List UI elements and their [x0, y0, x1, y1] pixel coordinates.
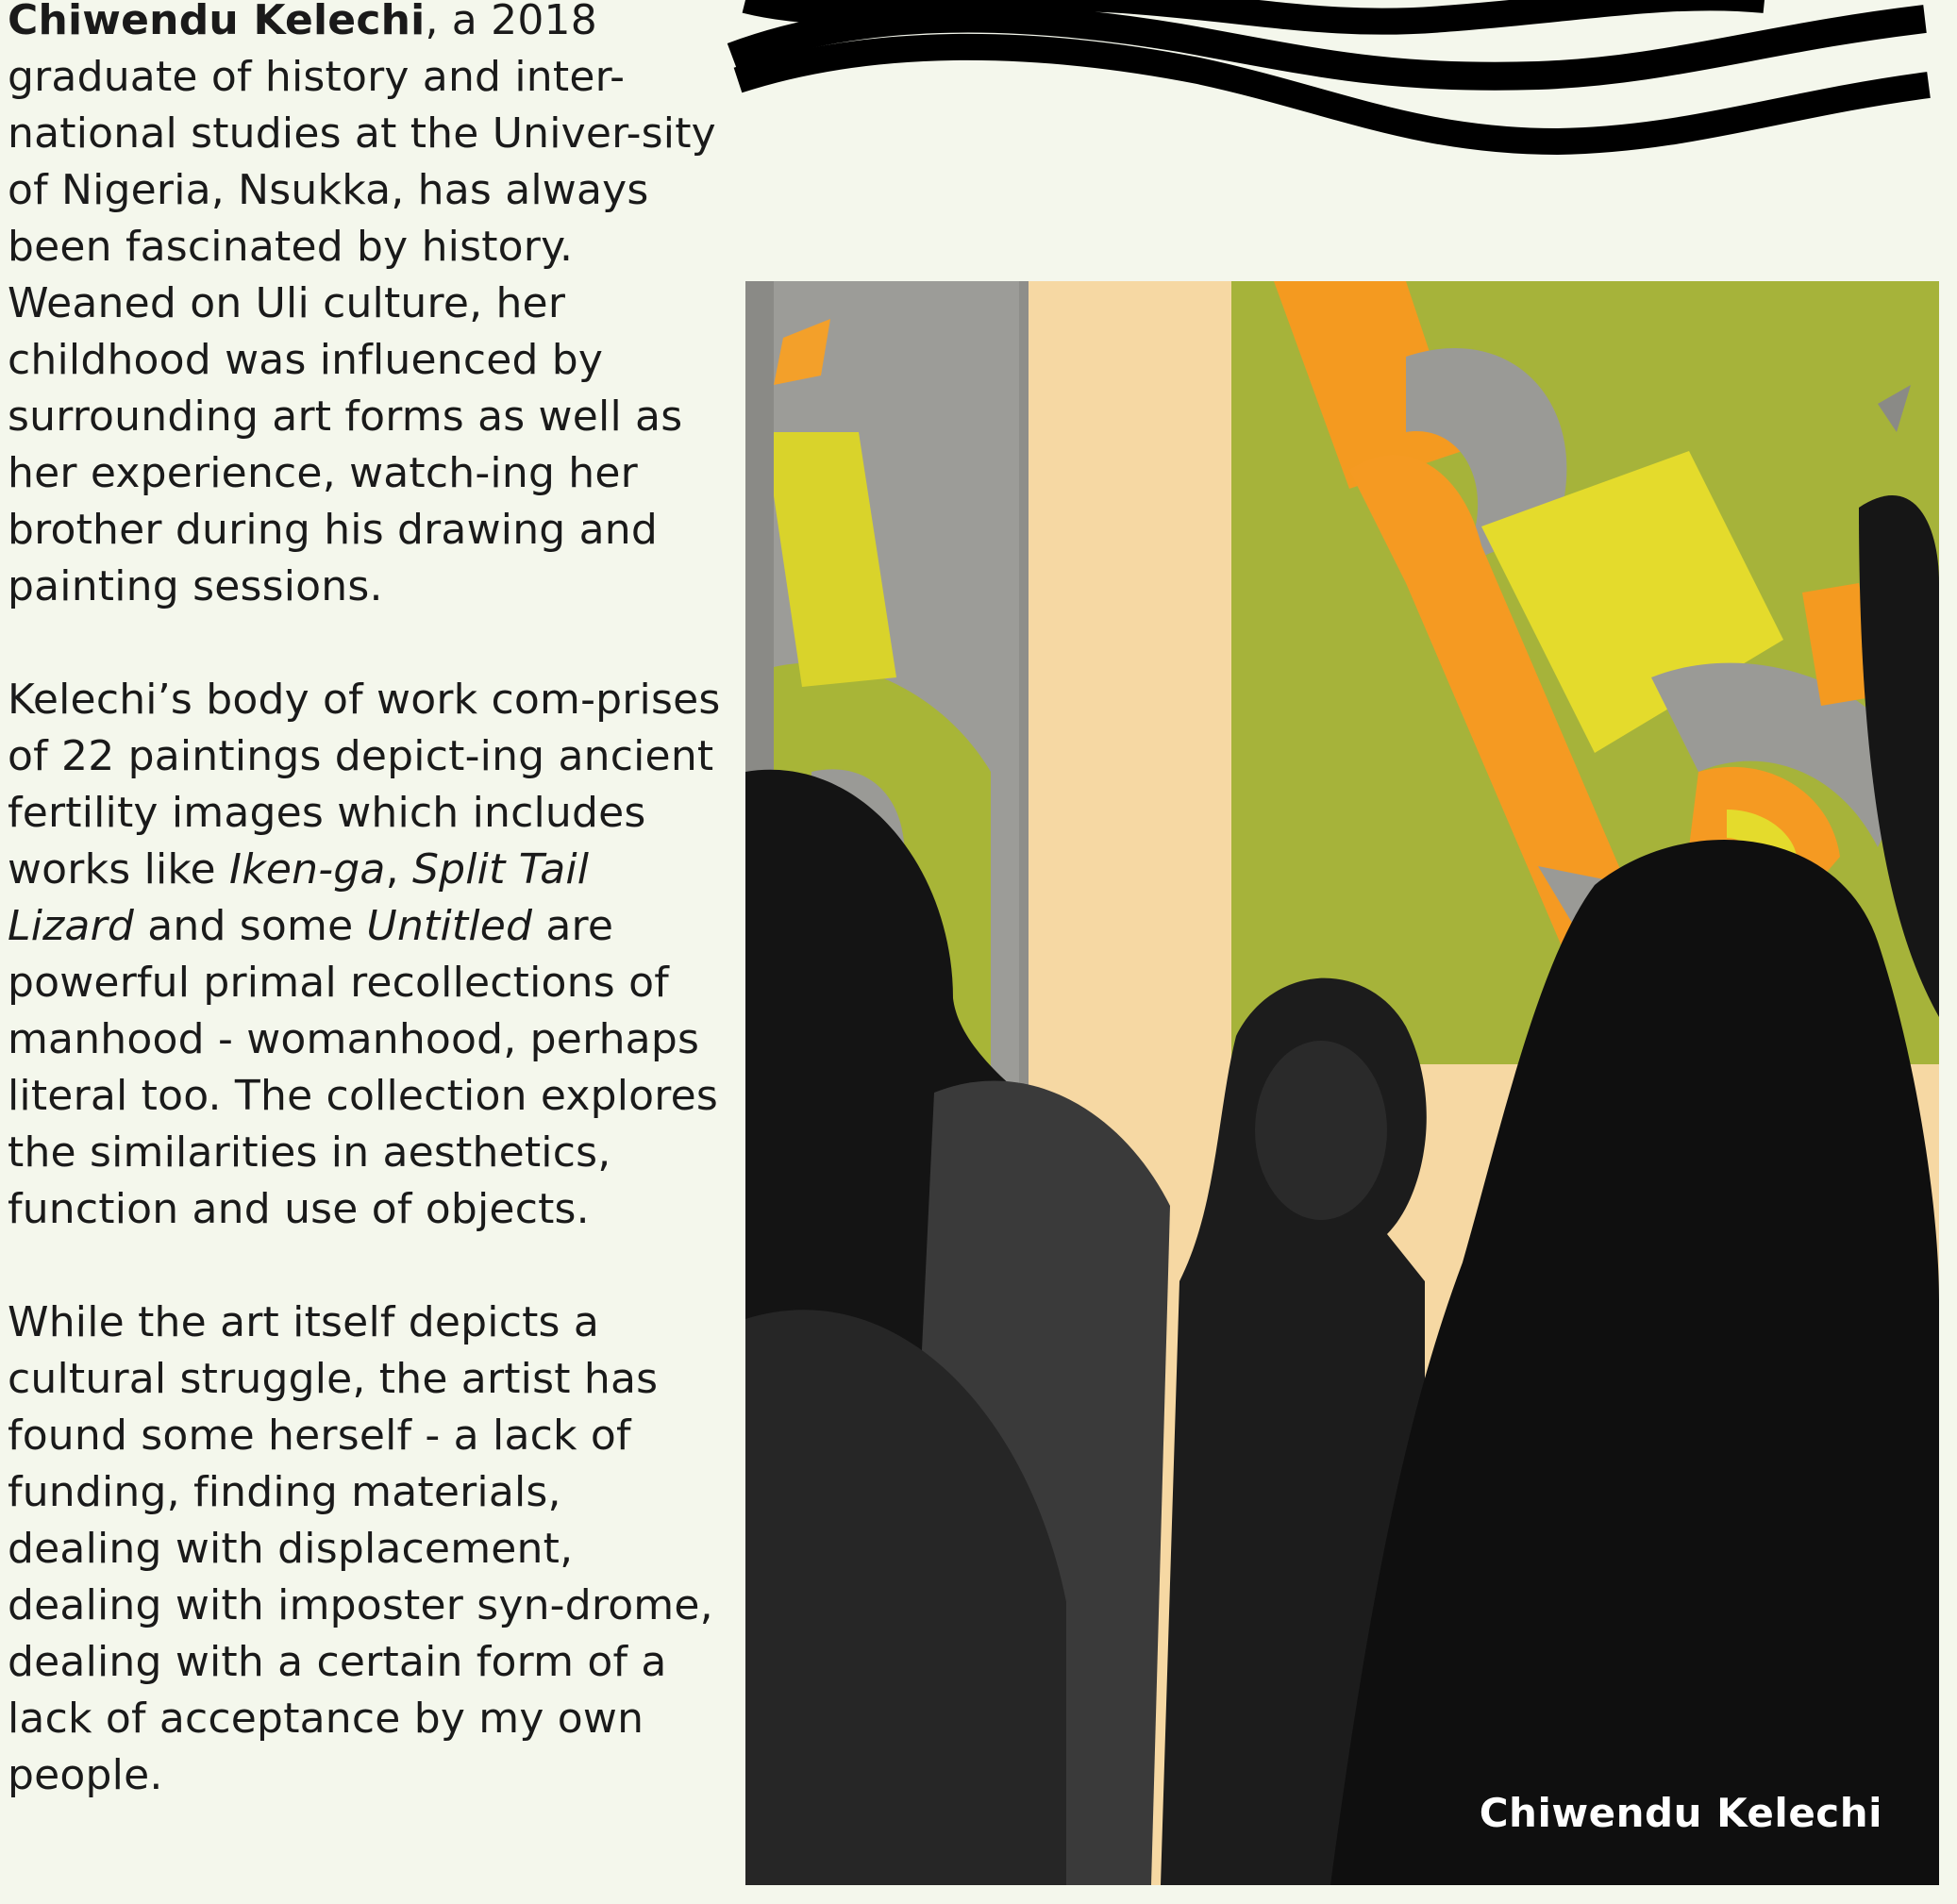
body-text-3: are powerful primal recollections of manhood - womanhood, perhaps literal too. The collection explores the similarities in aesthetics, function and use of objects.: [8, 902, 718, 1233]
photo-illustration: [745, 281, 1939, 1885]
paragraph-body-of-work: [8, 672, 725, 1238]
work-title-untitled: Untitled: [366, 902, 533, 950]
exhibition-photo: [745, 281, 1939, 1885]
decorative-waves: [727, 0, 1957, 189]
paragraph-struggle: While the art itself depicts a cultural struggle, the artist has found some herself - a lack of funding, finding materials, dealing with displacement, dealing with imposter syn-drome, dealing with a certain form of a lack of acceptance by my own people.: [8, 1298, 713, 1799]
body-text-2: and some: [134, 902, 367, 950]
article-text: [8, 0, 725, 1804]
intro-text: , a 2018 graduate of history and inter-national studies at the Univer-sity of Nigeria, Nsukka, has always been fascinated by history. Weaned on Uli culture, her childhood was influenced by surrounding art forms as well as her experience, watch-ing her brother during his drawing and painting sessions.: [8, 0, 716, 610]
body-text-1: Kelechi’s body of work com-prises of 22 paintings depict-ing ancient fertility images which includes works like: [8, 676, 721, 894]
photo-caption: Chiwendu Kelechi: [1479, 1790, 1882, 1836]
work-title-ikenga: Iken-ga: [229, 845, 386, 894]
paragraph-intro: [8, 0, 725, 615]
artist-name: Chiwendu Kelechi: [8, 0, 426, 44]
work-title-split-tail-lizard: Split Tail Lizard: [8, 845, 590, 950]
center-woman-face: [1255, 1041, 1387, 1220]
separator-text: ,: [385, 845, 412, 894]
